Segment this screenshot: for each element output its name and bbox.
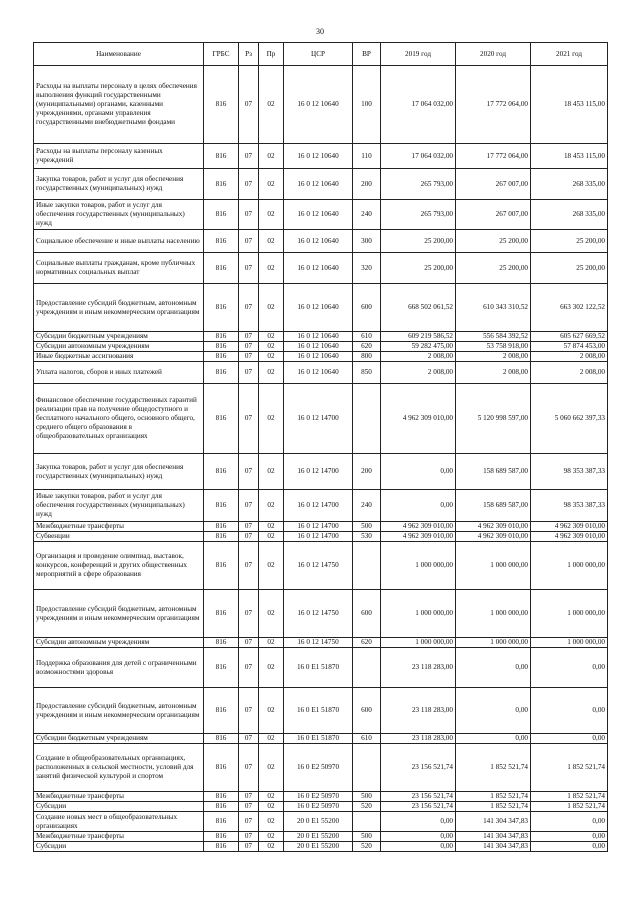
row-csr: 16 0 12 10640	[284, 144, 353, 169]
row-2020: 17 772 064,00	[456, 144, 531, 169]
row-2019: 4 962 309 010,00	[381, 532, 456, 542]
row-grbs: 816	[204, 744, 239, 792]
row-name: Создание новых мест в общеобразовательных организациях	[34, 812, 204, 832]
row-2020: 1 852 521,74	[456, 802, 531, 812]
row-rz: 07	[239, 638, 259, 648]
row-csr: 16 0 E2 50970	[284, 792, 353, 802]
row-2019: 23 156 521,74	[381, 792, 456, 802]
row-2019: 23 118 283,00	[381, 688, 456, 734]
row-pr: 02	[259, 253, 284, 284]
row-csr: 16 0 12 10640	[284, 200, 353, 230]
row-vr	[353, 384, 381, 454]
row-pr: 02	[259, 200, 284, 230]
row-csr: 16 0 12 10640	[284, 332, 353, 342]
row-2021: 268 335,00	[531, 169, 608, 200]
row-2019: 0,00	[381, 454, 456, 490]
row-2021: 4 962 309 010,00	[531, 532, 608, 542]
row-2020: 141 304 347,83	[456, 842, 531, 852]
row-grbs: 816	[204, 284, 239, 332]
row-csr: 16 0 12 10640	[284, 169, 353, 200]
table-row	[34, 842, 608, 852]
row-rz: 07	[239, 688, 259, 734]
row-name: Субсидии	[34, 802, 204, 812]
table-row	[34, 454, 608, 490]
table-row	[34, 590, 608, 638]
row-pr: 02	[259, 342, 284, 352]
row-2021: 0,00	[531, 832, 608, 842]
row-vr: 600	[353, 284, 381, 332]
row-2020: 17 772 064,00	[456, 66, 531, 144]
row-2021: 18 453 115,00	[531, 144, 608, 169]
row-2021: 57 874 453,00	[531, 342, 608, 352]
row-name: Иные бюджетные ассигнования	[34, 352, 204, 362]
table-row	[34, 522, 608, 532]
row-pr: 02	[259, 284, 284, 332]
row-2021: 1 852 521,74	[531, 802, 608, 812]
row-2021: 98 353 387,33	[531, 490, 608, 522]
row-2019: 668 502 061,52	[381, 284, 456, 332]
row-csr: 20 0 E1 55200	[284, 812, 353, 832]
row-2021: 2 008,00	[531, 362, 608, 384]
row-2020: 2 008,00	[456, 362, 531, 384]
table-row	[34, 792, 608, 802]
row-2019: 1 000 000,00	[381, 590, 456, 638]
row-csr: 16 0 12 10640	[284, 284, 353, 332]
row-pr: 02	[259, 648, 284, 688]
row-rz: 07	[239, 253, 259, 284]
page-number: 30	[316, 27, 324, 36]
row-2020: 158 689 587,00	[456, 490, 531, 522]
row-2019: 4 962 309 010,00	[381, 522, 456, 532]
row-2019: 23 156 521,74	[381, 802, 456, 812]
row-rz: 07	[239, 490, 259, 522]
row-csr: 16 0 E2 50970	[284, 744, 353, 792]
row-2019: 0,00	[381, 490, 456, 522]
budget-table	[33, 42, 608, 852]
row-grbs: 816	[204, 522, 239, 532]
table-row	[34, 638, 608, 648]
row-pr: 02	[259, 792, 284, 802]
row-rz: 07	[239, 332, 259, 342]
row-vr	[353, 648, 381, 688]
row-2021: 0,00	[531, 734, 608, 744]
row-grbs: 816	[204, 253, 239, 284]
row-2021: 0,00	[531, 688, 608, 734]
row-name: Субсидии автономным учреждениям	[34, 638, 204, 648]
row-vr: 500	[353, 522, 381, 532]
row-2021: 663 302 122,52	[531, 284, 608, 332]
row-2019: 265 793,00	[381, 200, 456, 230]
row-grbs: 816	[204, 384, 239, 454]
row-2019: 25 200,00	[381, 230, 456, 253]
row-grbs: 816	[204, 638, 239, 648]
row-2019: 1 000 000,00	[381, 542, 456, 590]
row-rz: 07	[239, 284, 259, 332]
row-2019: 0,00	[381, 842, 456, 852]
row-2019: 0,00	[381, 832, 456, 842]
table-row	[34, 284, 608, 332]
row-rz: 07	[239, 230, 259, 253]
row-csr: 16 0 12 10640	[284, 253, 353, 284]
row-2020: 556 584 392,52	[456, 332, 531, 342]
row-2020: 141 304 347,83	[456, 812, 531, 832]
row-grbs: 816	[204, 332, 239, 342]
row-pr: 02	[259, 230, 284, 253]
row-2020: 267 007,00	[456, 169, 531, 200]
row-csr: 16 0 12 14700	[284, 532, 353, 542]
row-grbs: 816	[204, 200, 239, 230]
row-name: Субсидии бюджетным учреждениям	[34, 734, 204, 744]
table-row	[34, 352, 608, 362]
row-2019: 609 219 586,52	[381, 332, 456, 342]
row-2021: 98 353 387,33	[531, 454, 608, 490]
row-csr: 20 0 E1 55200	[284, 842, 353, 852]
row-pr: 02	[259, 590, 284, 638]
row-csr: 16 0 12 10640	[284, 342, 353, 352]
row-vr	[353, 812, 381, 832]
row-rz: 07	[239, 200, 259, 230]
row-pr: 02	[259, 812, 284, 832]
row-pr: 02	[259, 66, 284, 144]
row-2019: 265 793,00	[381, 169, 456, 200]
row-grbs: 816	[204, 490, 239, 522]
row-2021: 1 000 000,00	[531, 590, 608, 638]
row-rz: 07	[239, 832, 259, 842]
row-2020: 0,00	[456, 648, 531, 688]
row-2020: 1 000 000,00	[456, 542, 531, 590]
row-name: Расходы на выплаты персоналу казенных учреждений	[34, 144, 204, 169]
row-grbs: 816	[204, 688, 239, 734]
row-vr: 850	[353, 362, 381, 384]
row-csr: 16 0 12 10640	[284, 352, 353, 362]
row-2019: 17 064 032,00	[381, 144, 456, 169]
row-2020: 2 008,00	[456, 352, 531, 362]
row-vr: 300	[353, 230, 381, 253]
row-grbs: 816	[204, 532, 239, 542]
row-2019: 2 008,00	[381, 362, 456, 384]
row-csr: 16 0 12 10640	[284, 230, 353, 253]
row-name: Создание в общеобразовательных организациях, расположенных в сельской местности, условий для занятий физической культурой и спортом	[34, 744, 204, 792]
table-header-row	[34, 43, 608, 66]
row-csr: 16 0 E1 51870	[284, 648, 353, 688]
row-pr: 02	[259, 522, 284, 532]
row-2021: 4 962 309 010,00	[531, 522, 608, 532]
row-vr: 520	[353, 802, 381, 812]
row-pr: 02	[259, 542, 284, 590]
row-rz: 07	[239, 362, 259, 384]
row-rz: 07	[239, 169, 259, 200]
row-name: Уплата налогов, сборов и иных платежей	[34, 362, 204, 384]
row-vr: 500	[353, 832, 381, 842]
row-grbs: 816	[204, 362, 239, 384]
row-csr: 16 0 12 14750	[284, 638, 353, 648]
col-header-rz: Рз	[239, 43, 259, 66]
row-2020: 25 200,00	[456, 230, 531, 253]
row-rz: 07	[239, 542, 259, 590]
row-vr: 110	[353, 144, 381, 169]
row-pr: 02	[259, 384, 284, 454]
row-vr: 240	[353, 200, 381, 230]
row-name: Закупка товаров, работ и услуг для обеспечения государственных (муниципальных) нужд	[34, 454, 204, 490]
col-header-2020: 2020 год	[456, 43, 531, 66]
row-2020: 158 689 587,00	[456, 454, 531, 490]
row-vr: 800	[353, 352, 381, 362]
row-vr: 240	[353, 490, 381, 522]
row-name: Субвенции	[34, 532, 204, 542]
row-grbs: 816	[204, 144, 239, 169]
row-name: Предоставление субсидий бюджетным, автономным учреждениям и иным некоммерческим организациям	[34, 284, 204, 332]
row-rz: 07	[239, 590, 259, 638]
row-grbs: 816	[204, 792, 239, 802]
row-2020: 610 343 310,52	[456, 284, 531, 332]
row-grbs: 816	[204, 542, 239, 590]
row-2020: 5 120 998 597,00	[456, 384, 531, 454]
row-rz: 07	[239, 792, 259, 802]
row-vr: 610	[353, 332, 381, 342]
row-csr: 16 0 12 14750	[284, 542, 353, 590]
row-vr: 620	[353, 638, 381, 648]
col-header-2021: 2021 год	[531, 43, 608, 66]
row-vr: 610	[353, 734, 381, 744]
row-name: Субсидии	[34, 842, 204, 852]
row-grbs: 816	[204, 454, 239, 490]
table-row	[34, 66, 608, 144]
table-row	[34, 169, 608, 200]
row-name: Расходы на выплаты персоналу в целях обеспечения выполнения функций государственными (муниципальными) органами, казенными учреждениями, органами управления государственными внебюджетными фондами	[34, 66, 204, 144]
row-2020: 141 304 347,83	[456, 832, 531, 842]
table-body	[34, 66, 608, 852]
row-2020: 0,00	[456, 688, 531, 734]
row-2019: 25 200,00	[381, 253, 456, 284]
row-vr	[353, 542, 381, 590]
row-2019: 4 962 309 010,00	[381, 384, 456, 454]
row-name: Субсидии бюджетным учреждениям	[34, 332, 204, 342]
table-row	[34, 744, 608, 792]
row-vr: 600	[353, 590, 381, 638]
row-vr: 320	[353, 253, 381, 284]
col-header-pr: Пр	[259, 43, 284, 66]
row-pr: 02	[259, 638, 284, 648]
row-rz: 07	[239, 842, 259, 852]
row-pr: 02	[259, 169, 284, 200]
row-pr: 02	[259, 532, 284, 542]
row-2020: 1 852 521,74	[456, 744, 531, 792]
row-name: Поддержка образования для детей с ограниченными возможностями здоровья	[34, 648, 204, 688]
col-header-grbs: ГРБС	[204, 43, 239, 66]
row-2021: 18 453 115,00	[531, 66, 608, 144]
row-2021: 0,00	[531, 648, 608, 688]
table-row	[34, 230, 608, 253]
row-rz: 07	[239, 532, 259, 542]
row-2021: 605 627 669,52	[531, 332, 608, 342]
col-header-csr: ЦСР	[284, 43, 353, 66]
table-row	[34, 253, 608, 284]
row-pr: 02	[259, 352, 284, 362]
row-name: Иные закупки товаров, работ и услуг для обеспечения государственных (муниципальных) нужд	[34, 200, 204, 230]
table-row	[34, 144, 608, 169]
row-csr: 16 0 12 14700	[284, 384, 353, 454]
row-name: Субсидии автономным учреждениям	[34, 342, 204, 352]
row-2019: 23 156 521,74	[381, 744, 456, 792]
row-csr: 16 0 E1 51870	[284, 688, 353, 734]
row-2021: 0,00	[531, 812, 608, 832]
row-vr: 500	[353, 792, 381, 802]
row-rz: 07	[239, 144, 259, 169]
row-2021: 25 200,00	[531, 230, 608, 253]
col-header-2019: 2019 год	[381, 43, 456, 66]
row-grbs: 816	[204, 352, 239, 362]
row-csr: 16 0 12 14700	[284, 490, 353, 522]
row-2021: 2 008,00	[531, 352, 608, 362]
row-pr: 02	[259, 454, 284, 490]
row-name: Организация и проведение олимпиад, выставок, конкурсов, конференций и других общественных мероприятий в сфере образования	[34, 542, 204, 590]
table-row	[34, 532, 608, 542]
table-row	[34, 542, 608, 590]
row-pr: 02	[259, 688, 284, 734]
row-2020: 53 758 918,00	[456, 342, 531, 352]
row-vr: 100	[353, 66, 381, 144]
row-grbs: 816	[204, 842, 239, 852]
row-pr: 02	[259, 744, 284, 792]
col-header-vr: ВР	[353, 43, 381, 66]
row-2021: 0,00	[531, 842, 608, 852]
row-pr: 02	[259, 802, 284, 812]
row-2020: 0,00	[456, 734, 531, 744]
row-rz: 07	[239, 342, 259, 352]
row-grbs: 816	[204, 734, 239, 744]
row-2020: 1 852 521,74	[456, 792, 531, 802]
row-pr: 02	[259, 832, 284, 842]
row-2021: 1 852 521,74	[531, 792, 608, 802]
row-name: Социальные выплаты гражданам, кроме публичных нормативных социальных выплат	[34, 253, 204, 284]
row-2019: 23 118 283,00	[381, 734, 456, 744]
row-2021: 1 000 000,00	[531, 638, 608, 648]
table-row	[34, 802, 608, 812]
row-csr: 16 0 12 10640	[284, 362, 353, 384]
table-row	[34, 332, 608, 342]
row-vr	[353, 744, 381, 792]
table-row	[34, 734, 608, 744]
table-row	[34, 812, 608, 832]
row-grbs: 816	[204, 812, 239, 832]
row-rz: 07	[239, 734, 259, 744]
table-row	[34, 832, 608, 842]
row-vr: 620	[353, 342, 381, 352]
row-rz: 07	[239, 648, 259, 688]
row-2020: 267 007,00	[456, 200, 531, 230]
row-pr: 02	[259, 332, 284, 342]
row-2020: 4 962 309 010,00	[456, 532, 531, 542]
row-rz: 07	[239, 744, 259, 792]
row-2019: 1 000 000,00	[381, 638, 456, 648]
row-grbs: 816	[204, 648, 239, 688]
row-vr: 600	[353, 688, 381, 734]
row-rz: 07	[239, 522, 259, 532]
row-2019: 0,00	[381, 812, 456, 832]
row-rz: 07	[239, 384, 259, 454]
row-pr: 02	[259, 490, 284, 522]
row-2021: 1 000 000,00	[531, 542, 608, 590]
row-2021: 25 200,00	[531, 253, 608, 284]
row-2020: 4 962 309 010,00	[456, 522, 531, 532]
row-pr: 02	[259, 842, 284, 852]
table-row	[34, 200, 608, 230]
row-grbs: 816	[204, 66, 239, 144]
row-name: Иные закупки товаров, работ и услуг для обеспечения государственных (муниципальных) нужд	[34, 490, 204, 522]
row-rz: 07	[239, 802, 259, 812]
row-2019: 17 064 032,00	[381, 66, 456, 144]
row-2021: 5 060 662 397,33	[531, 384, 608, 454]
row-csr: 16 0 12 10640	[284, 66, 353, 144]
row-2020: 1 000 000,00	[456, 590, 531, 638]
row-name: Предоставление субсидий бюджетным, автономным учреждениям и иным некоммерческим организациям	[34, 590, 204, 638]
row-name: Закупка товаров, работ и услуг для обеспечения государственных (муниципальных) нужд	[34, 169, 204, 200]
row-rz: 07	[239, 812, 259, 832]
row-rz: 07	[239, 66, 259, 144]
table-row	[34, 362, 608, 384]
row-grbs: 816	[204, 230, 239, 253]
row-vr: 520	[353, 842, 381, 852]
row-grbs: 816	[204, 169, 239, 200]
row-name: Финансовое обеспечение государственных гарантий реализации прав на получение общедоступного и бесплатного начального общего, основного общего, среднего общего образования в общеобразовательных организациях	[34, 384, 204, 454]
row-csr: 16 0 12 14700	[284, 454, 353, 490]
row-rz: 07	[239, 454, 259, 490]
row-grbs: 816	[204, 590, 239, 638]
table-row	[34, 490, 608, 522]
row-csr: 16 0 12 14750	[284, 590, 353, 638]
col-header-name: Наименование	[34, 43, 204, 66]
row-csr: 16 0 12 14700	[284, 522, 353, 532]
row-2021: 1 852 521,74	[531, 744, 608, 792]
table-row	[34, 384, 608, 454]
row-pr: 02	[259, 144, 284, 169]
table-row	[34, 342, 608, 352]
row-csr: 16 0 E2 50970	[284, 802, 353, 812]
row-2020: 25 200,00	[456, 253, 531, 284]
row-name: Социальное обеспечение и иные выплаты населению	[34, 230, 204, 253]
row-pr: 02	[259, 734, 284, 744]
row-2019: 59 282 475,00	[381, 342, 456, 352]
row-csr: 20 0 E1 55200	[284, 832, 353, 842]
row-2019: 2 008,00	[381, 352, 456, 362]
row-rz: 07	[239, 352, 259, 362]
row-2021: 268 335,00	[531, 200, 608, 230]
table-row	[34, 648, 608, 688]
row-vr: 200	[353, 454, 381, 490]
row-name: Межбюджетные трансферты	[34, 792, 204, 802]
row-2019: 23 118 283,00	[381, 648, 456, 688]
row-name: Предоставление субсидий бюджетным, автономным учреждениям и иным некоммерческим организациям	[34, 688, 204, 734]
table-row	[34, 688, 608, 734]
row-grbs: 816	[204, 802, 239, 812]
row-name: Межбюджетные трансферты	[34, 522, 204, 532]
row-pr: 02	[259, 362, 284, 384]
row-csr: 16 0 E1 51870	[284, 734, 353, 744]
row-2020: 1 000 000,00	[456, 638, 531, 648]
row-vr: 200	[353, 169, 381, 200]
row-grbs: 816	[204, 342, 239, 352]
row-grbs: 816	[204, 832, 239, 842]
row-name: Межбюджетные трансферты	[34, 832, 204, 842]
row-vr: 530	[353, 532, 381, 542]
